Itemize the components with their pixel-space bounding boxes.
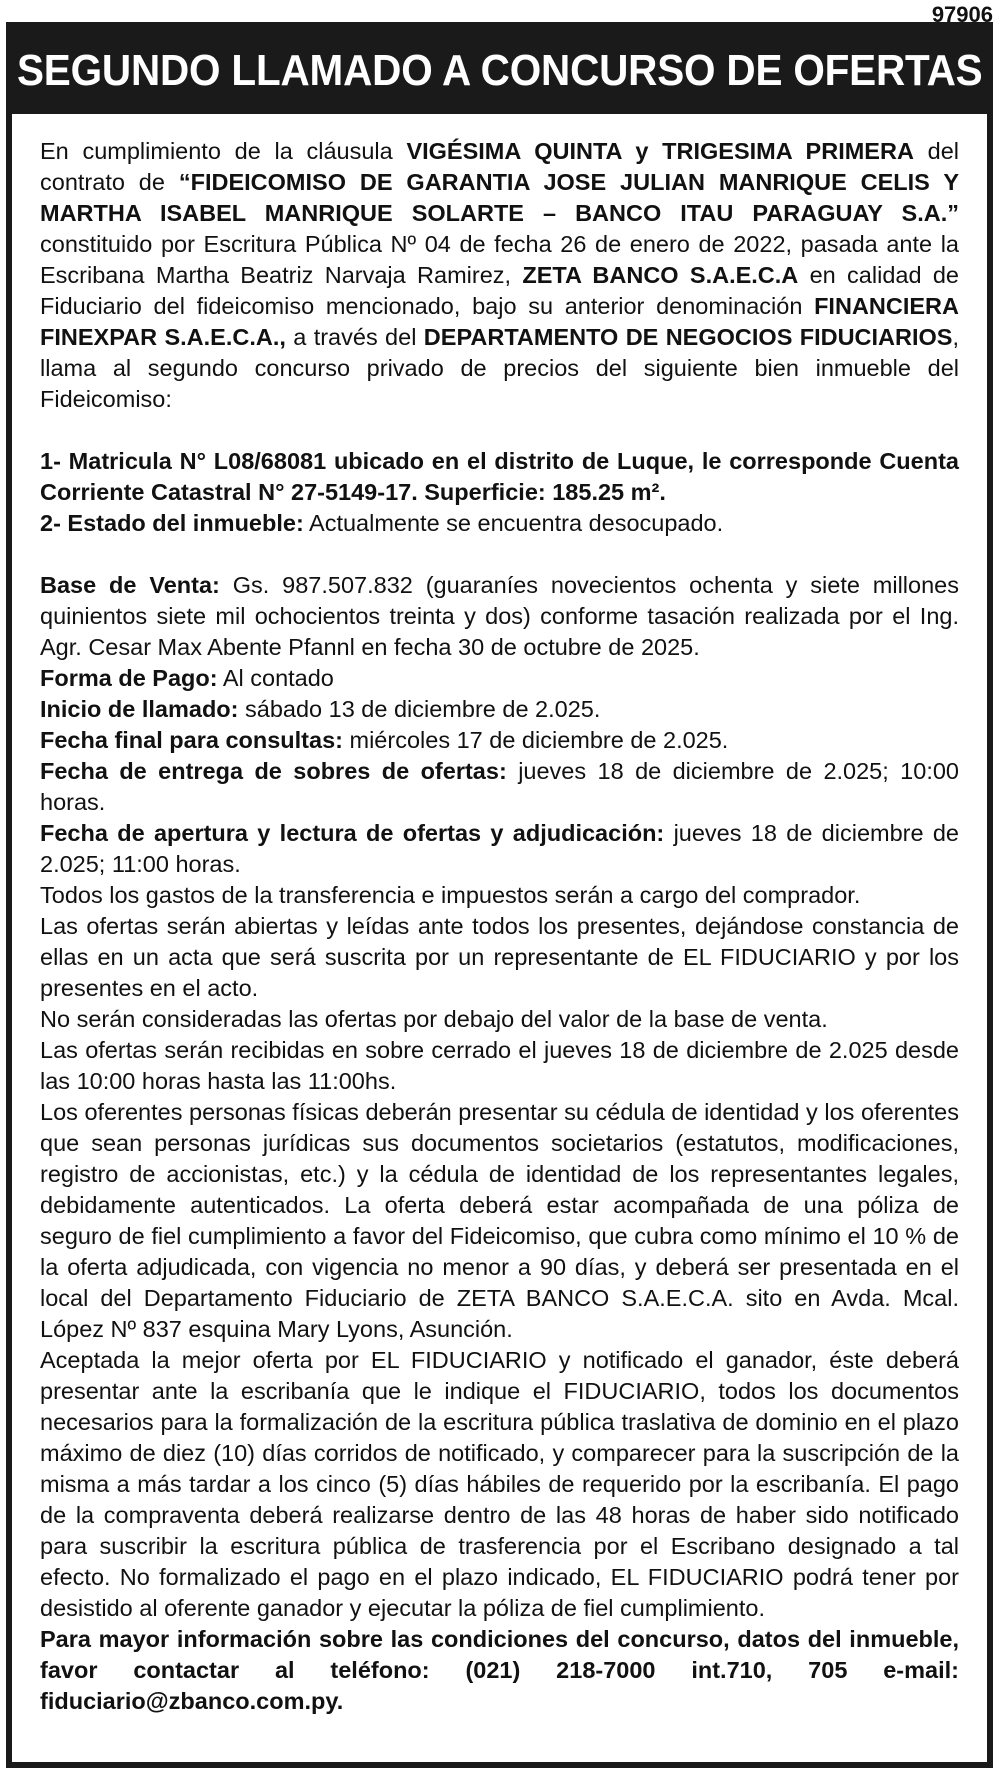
entrega-label: Fecha de entrega de sobres de ofertas:: [40, 758, 507, 784]
spacer: [40, 415, 959, 446]
inicio-value: sábado 13 de diciembre de 2.025.: [238, 696, 601, 722]
intro-text: del contrato de: [40, 138, 960, 195]
paragraph: Aceptada la mejor oferta por EL FIDUCIARIO y notificado el ganador, éste deberá presentar ante la escribanía que le indique el FIDUCIARIO, todos los documentos necesarios para la formalización de la escritura pública traslativa de dominio en el plazo máximo de diez (10) días corridos de notificado, y comparecer para la suscripción de la misma a más tardar a los cinco (5) días hábiles de requerido por la escribanía. El pago de la compraventa deberá realizarse dentro de las 48 horas de haber sido notificado para suscribir la escritura pública de trasferencia por el Escribano designado a tal efecto. No formalizado el pago en el plazo indicado, EL FIDUCIARIO podrá tener por desistido al oferente ganador y ejecutar la póliza de fiel cumplimiento.: [40, 1347, 959, 1621]
consultas-label: Fecha final para consultas:: [40, 727, 343, 753]
item-1-text: 1- Matricula N° L08/68081 ubicado en el distrito de Luque, le corresponde Cuenta Corriente Catastral N° 27-5149-17. Superficie: 185.25 m².: [40, 448, 959, 505]
paragraph: No serán consideradas las ofertas por debajo del valor de la base de venta.: [40, 1006, 828, 1032]
intro-department: DEPARTAMENTO DE NEGOCIOS FIDUCIARIOS: [423, 324, 953, 350]
intro-clause: VIGÉSIMA QUINTA y TRIGESIMA PRIMERA: [406, 138, 914, 164]
apertura-value: jueves 18 de diciembre de 2.025; 11:00 horas.: [40, 820, 959, 877]
consultas-value: miércoles 17 de diciembre de 2.025.: [342, 727, 729, 753]
contact-text: Para mayor información sobre las condiciones del concurso, datos del inmueble, favor contactar al teléfono: (021) 218-7000 int.710, 705 e-mail: fiduciario@zbanco.com.py.: [40, 1626, 959, 1714]
intro-trust-name: “FIDEICOMISO DE GARANTIA JOSE JULIAN MANRIQUE CELIS Y MARTHA ISABEL MANRIQUE SOLARTE – BANCO ITAU PARAGUAY S.A.”: [40, 169, 960, 226]
fecha-entrega: [40, 756, 959, 818]
fecha-apertura: [40, 818, 959, 880]
item-2-label: 2- Estado del inmueble:: [40, 510, 304, 536]
paragraph: Los oferentes personas físicas deberán presentar su cédula de identidad y los oferentes que sean personas jurídicas sus documentos societarios (estatutos, modificaciones, registro de accionistas, etc.) y la cédula de identidad de los representantes legales, debidamente autenticados. La oferta deberá estar acompañada de una póliza de seguro de fiel cumplimiento a favor del Fideicomiso, que cubra como mínimo el 10 % de la oferta adjudicada, con vigencia no menor a 90 días, y deberá ser presentada en el local del Departamento Fiduciario de ZETA BANCO S.A.E.C.A. sito en Avda. Mcal. López Nº 837 esquina Mary Lyons, Asunción.: [40, 1099, 959, 1342]
intro-text: en calidad de Fiduciario del fideicomiso mencionado, bajo su anterior denominación: [40, 262, 959, 319]
intro-bank: ZETA BANCO S.A.E.C.A: [522, 262, 799, 288]
contact-info: [40, 1624, 959, 1717]
intro-text: En cumplimiento de la cláusula: [40, 138, 407, 164]
intro-paragraph: [40, 136, 959, 415]
forma-pago: [40, 663, 959, 694]
base-venta-value: Gs. 987.507.832 (guaraníes novecientos ochenta y siete millones quinientos siete mil ochocientos treinta y dos) conforme tasación realizada por el Ing. Agr. Cesar Max Abente Pfannl en fecha 30 de octubre de 2025.: [40, 572, 959, 660]
intro-former-name: FINANCIERA FINEXPAR S.A.E.C.A.,: [40, 293, 959, 350]
forma-pago-value: Al contado: [217, 665, 334, 691]
base-venta-label: Base de Venta:: [40, 572, 220, 598]
entrega-value: jueves 18 de diciembre de 2.025; 10:00 horas.: [40, 758, 959, 815]
item-2: [40, 508, 959, 539]
notice-body: [12, 114, 987, 1717]
paragraph: Las ofertas serán recibidas en sobre cerrado el jueves 18 de diciembre de 2.025 desde las 10:00 horas hasta las 11:00hs.: [40, 1037, 959, 1094]
item-2-value: Actualmente se encuentra desocupado.: [303, 510, 724, 536]
spacer: [40, 539, 959, 570]
paragraph: Todos los gastos de la transferencia e impuestos serán a cargo del comprador.: [40, 882, 861, 908]
apertura-label: Fecha de apertura y lectura de ofertas y adjudicación:: [40, 820, 665, 846]
base-venta: [40, 570, 959, 663]
notice-title: SEGUNDO LLAMADO A CONCURSO DE OFERTAS: [16, 46, 983, 95]
item-1: [40, 446, 959, 508]
paragraph: Las ofertas serán abiertas y leídas ante todos los presentes, dejándose constancia de ellas en un acta que será suscrita por un representante de EL FIDUCIARIO y por los presentes en el acto.: [40, 913, 959, 1001]
inicio-llamado: [40, 694, 959, 725]
fecha-consultas: [40, 725, 959, 756]
inicio-label: Inicio de llamado:: [40, 696, 239, 722]
intro-text: a través del: [285, 324, 424, 350]
title-bar: [12, 28, 987, 114]
intro-text: constituido por Escritura Pública Nº 04 de fecha 26 de enero de 2022, pasada ante la Escribana Martha Beatriz Narvaja Ramirez,: [40, 231, 959, 288]
ad-number: 97906: [931, 2, 993, 27]
forma-pago-label: Forma de Pago:: [40, 665, 218, 691]
intro-text: , llama al segundo concurso privado de precios del siguiente bien inmueble del Fideicomiso:: [40, 324, 960, 412]
notice-frame: [6, 22, 993, 1768]
